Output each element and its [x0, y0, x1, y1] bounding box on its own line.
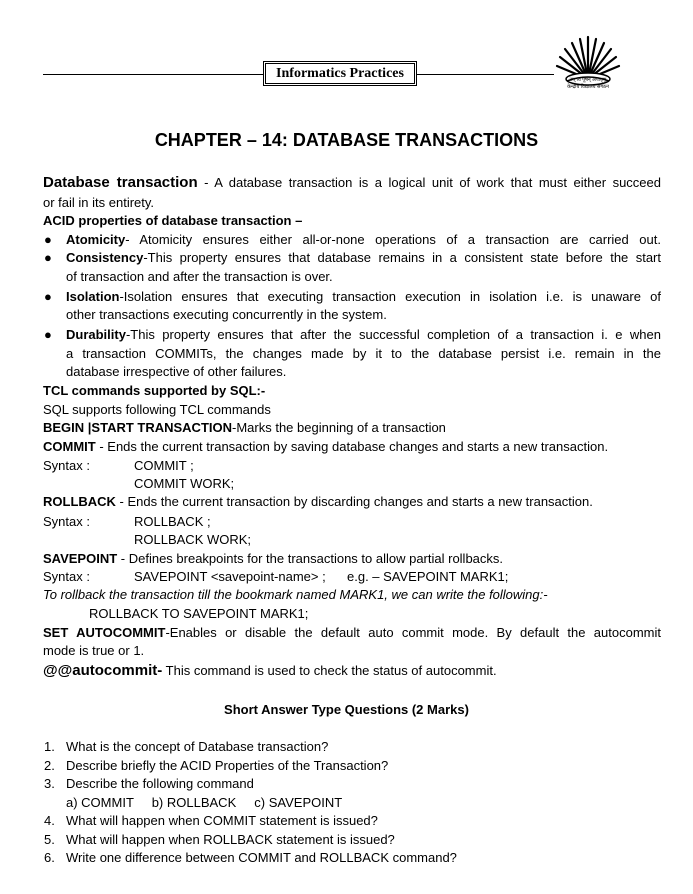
chapter-title: CHAPTER – 14: DATABASE TRANSACTIONS — [154, 130, 539, 150]
isolation-desc-2: other transactions executing concurrently in the system. — [66, 307, 387, 322]
question-text: What will happen when ROLLBACK statement is issued? — [66, 832, 395, 847]
header-title: Informatics Practices — [265, 63, 415, 84]
autocommit-term: @@autocommit- — [43, 662, 163, 679]
rollback-syntax-label: Syntax : — [43, 514, 90, 529]
header-rule-left — [43, 74, 265, 75]
tcl-set-autocommit — [43, 624, 661, 642]
durability-desc-3: database irrespective of other failures. — [66, 364, 287, 379]
savepoint-syntax-label: Syntax : — [43, 569, 90, 584]
tcl-savepoint — [43, 550, 661, 568]
tcl-heading: TCL commands supported by SQL:- — [43, 383, 266, 398]
savepoint-syntax: SAVEPOINT <savepoint-name> ; — [134, 569, 326, 584]
begin-term: BEGIN |START TRANSACTION — [43, 420, 233, 435]
isolation-term: Isolation — [66, 289, 120, 304]
begin-desc: -Marks the beginning of a transaction — [232, 420, 446, 435]
durability-term: Durability — [66, 327, 126, 342]
consistency-term: Consistency — [66, 250, 144, 265]
question-number: 6. — [44, 850, 55, 865]
rollback-term: ROLLBACK — [43, 494, 116, 509]
acid-heading: ACID properties of database transaction – — [43, 213, 303, 228]
question-subparts: a) COMMIT b) ROLLBACK c) SAVEPOINT — [66, 795, 343, 810]
tcl-autocommit-check — [43, 662, 661, 680]
savepoint-term: SAVEPOINT — [43, 551, 118, 566]
question-number: 2. — [44, 758, 55, 773]
question-text: Describe briefly the ACID Properties of the Transaction? — [66, 758, 389, 773]
rollback-to-savepoint: ROLLBACK TO SAVEPOINT MARK1; — [89, 606, 309, 621]
bullet-icon: ● — [44, 327, 52, 342]
tcl-begin — [43, 419, 661, 437]
commit-syntax-2: COMMIT WORK; — [134, 476, 235, 491]
question-number: 1. — [44, 739, 55, 754]
logo-org-name: केन्द्रीय विद्यालय संगठन — [567, 84, 609, 90]
intro-term: Database transaction — [43, 174, 198, 191]
atomicity-term: Atomicity — [66, 232, 126, 247]
question-text: Write one difference between COMMIT and ROLLBACK command? — [66, 850, 457, 865]
autocommit-desc: This command is used to check the status of autocommit. — [162, 663, 497, 678]
intro-definition: - A database transaction is a logical unit of work that must either succeed — [197, 175, 661, 190]
question-number: 3. — [44, 776, 55, 791]
question-number: 5. — [44, 832, 55, 847]
tcl-rollback — [43, 493, 661, 511]
rollback-note: To rollback the transaction till the bookmark named MARK1, we can write the following:- — [43, 587, 548, 602]
acid-atomicity — [66, 231, 661, 249]
rollback-desc: - Ends the current transaction by discarding changes and starts a new transaction. — [115, 494, 593, 509]
savepoint-example: e.g. – SAVEPOINT MARK1; — [347, 569, 509, 584]
question-number: 4. — [44, 813, 55, 828]
question-text: Describe the following command — [66, 776, 254, 791]
questions-heading: Short Answer Type Questions (2 Marks) — [224, 702, 469, 717]
commit-syntax-label: Syntax : — [43, 458, 90, 473]
bullet-icon: ● — [44, 232, 52, 247]
durability-desc-2: a transaction COMMITs, the changes made by it to the database persist i.e. remain in the — [66, 346, 661, 361]
tcl-intro: SQL supports following TCL commands — [43, 402, 271, 417]
savepoint-desc: - Defines breakpoints for the transactions to allow partial rollbacks. — [117, 551, 504, 566]
set-autocommit-desc-2: mode is true or 1. — [43, 643, 145, 658]
bullet-icon: ● — [44, 250, 52, 265]
acid-durability — [66, 326, 661, 344]
atomicity-desc: - Atomicity ensures either all-or-none operations of a transaction are carried out. — [125, 232, 661, 247]
rollback-syntax-1: ROLLBACK ; — [134, 514, 211, 529]
intro-line-1 — [43, 174, 661, 192]
durability-desc-1: -This property ensures that after the successful completion of a transaction i. e when — [125, 327, 661, 342]
set-autocommit-desc-1: -Enables or disable the default auto commit mode. By default the autocommit — [165, 625, 661, 640]
acid-isolation — [66, 288, 661, 306]
question-text: What will happen when COMMIT statement is issued? — [66, 813, 378, 828]
consistency-desc-1: -This property ensures that database remains in a consistent state before the start — [143, 250, 661, 265]
question-text: What is the concept of Database transaction? — [66, 739, 329, 754]
commit-syntax-1: COMMIT ; — [134, 458, 194, 473]
rollback-syntax-2: ROLLBACK WORK; — [134, 532, 252, 547]
acid-consistency — [66, 249, 661, 267]
commit-term: COMMIT — [43, 439, 96, 454]
set-autocommit-term: SET AUTOCOMMIT — [43, 625, 166, 640]
tcl-commit — [43, 438, 661, 456]
logo-motto: तत् त्वं पूषन् अपावृणु — [569, 77, 607, 83]
isolation-desc-1: -Isolation ensures that executing transaction execution in isolation i.e. is unaware of — [119, 289, 661, 304]
commit-desc: - Ends the current transaction by saving database changes and starts a new transaction. — [95, 439, 609, 454]
consistency-desc-2: of transaction and after the transaction is over. — [66, 269, 333, 284]
header-rule-right — [414, 74, 554, 75]
bullet-icon: ● — [44, 289, 52, 304]
intro-line-2: or fail in its entirety. — [43, 195, 155, 210]
